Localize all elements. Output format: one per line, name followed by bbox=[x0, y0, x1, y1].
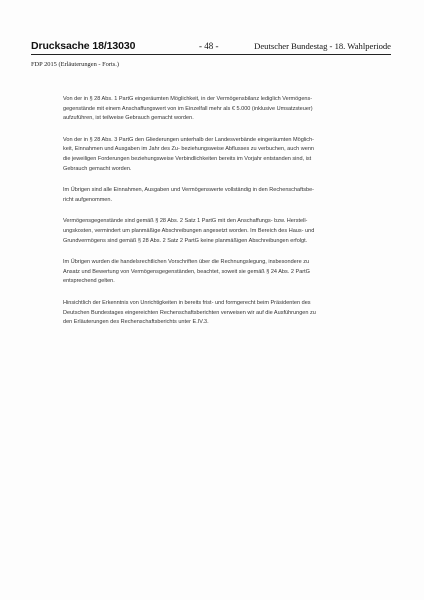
document-id: Drucksache 18/13030 bbox=[31, 40, 136, 52]
text-line: richt aufgenommen. bbox=[63, 196, 113, 203]
text-line: Hinsichtlich der Erkenntnis von Unrichtigkeiten in bereits frist- und formgerecht beim Präsidenten des bbox=[63, 299, 311, 306]
text-line: Ansatz und Bewertung von Vermögensgegenständen, beachtet, soweit sie gemäß § 24 Abs. 2 PartG bbox=[63, 268, 310, 275]
header-rule bbox=[31, 54, 391, 55]
paragraph bbox=[63, 186, 373, 205]
paragraph bbox=[63, 258, 373, 287]
text-line: Im Übrigen sind alle Einnahmen, Ausgaben und Vermögenswerte vollständig in den Rechenschaftsbe- bbox=[63, 187, 314, 194]
legislative-period: Deutscher Bundestag - 18. Wahlperiode bbox=[254, 41, 391, 51]
text-line: Von der in § 28 Abs. 1 PartG eingeräumten Möglichkeit, in der Vermögensbilanz lediglich Vermögens- bbox=[63, 96, 313, 102]
paragraph bbox=[63, 136, 373, 174]
text-line: entsprechend gelten. bbox=[63, 278, 115, 285]
page-number: - 48 - bbox=[199, 41, 219, 51]
text-line: aufzuführen, ist teilweise Gebrauch gemacht worden. bbox=[63, 115, 194, 122]
text-line: Grundvermögens sind gemäß § 28 Abs. 2 Satz 2 PartG keine planmäßigen Abschreibungen erfolgt. bbox=[63, 237, 308, 244]
text-line: gegenstände mit einem Anschaffungswert von im Einzelfall mehr als € 5.000 (inklusive Umsatzsteuer) bbox=[63, 105, 313, 112]
page-header bbox=[31, 40, 391, 52]
text-line: die jeweiligen Forderungen beziehungsweise Verbindlichkeiten bereits im Vorjahr entstanden sind, ist bbox=[63, 155, 312, 162]
text-line: keit, Einnahmen und Ausgaben im Jahr des Zu- beziehungsweise Abflusses zu verbuchen, auch wenn bbox=[63, 146, 314, 153]
text-line: Im Übrigen wurden die handelsrechtlichen Vorschriften über die Rechnungslegung, insbesondere zu bbox=[63, 259, 310, 266]
text-line: ungskosten, vermindert um planmäßige Abschreibungen angesetzt worden. Im Bereich des Haus- und bbox=[63, 227, 315, 234]
body-text bbox=[63, 95, 373, 340]
text-line: Deutschen Bundestages eingereichten Rechenschaftsberichten verweisen wir auf die Ausführungen zu bbox=[63, 309, 316, 316]
text-line: Von der in § 28 Abs. 3 PartG den Gliederungen unterhalb der Landesverbände eingeräumten Möglich- bbox=[63, 136, 315, 143]
text-line: Vermögensgegenstände sind gemäß § 28 Abs. 2 Satz 1 PartG mit den Anschaffungs- bzw. Herstell- bbox=[63, 218, 308, 225]
text-line: Gebrauch gemacht worden. bbox=[63, 165, 132, 172]
section-subheading: FDP 2015 (Erläuterungen - Forts.) bbox=[31, 61, 119, 68]
paragraph bbox=[63, 217, 373, 246]
paragraph bbox=[63, 95, 373, 124]
text-line: den Erläuterungen des Rechenschaftsberichts unter E.IV.3. bbox=[63, 319, 209, 326]
paragraph bbox=[63, 299, 373, 328]
